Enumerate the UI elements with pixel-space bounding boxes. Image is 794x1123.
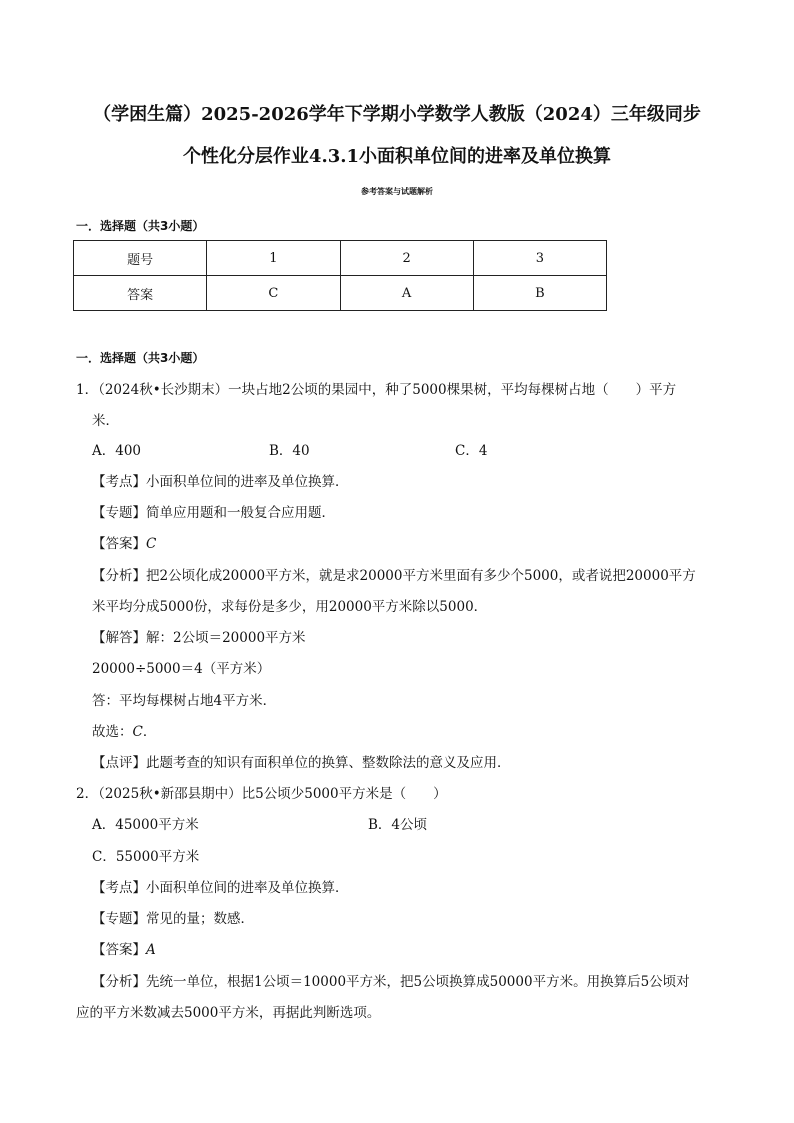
- q1-daan: [92, 535, 156, 553]
- fenxi-tag: 【分析】: [92, 974, 146, 990]
- zhuanti-text: 简单应用题和一般复合应用题．: [146, 505, 335, 521]
- q1-guxuan: [92, 723, 156, 741]
- guxuan-answer: C: [132, 724, 143, 740]
- q1-jieda-line1: [92, 629, 306, 647]
- document-title-line1: （学困生篇）2025-2026学年下学期小学数学人教版（2024）三年级同步: [93, 104, 701, 125]
- zhuanti-tag: 【专题】: [92, 911, 146, 927]
- q1-stem-line2: 米．: [92, 413, 119, 429]
- kaodian-text: 小面积单位间的进率及单位换算．: [146, 880, 349, 896]
- fenxi-tag: 【分析】: [92, 568, 146, 584]
- table-cell: 3: [473, 241, 606, 276]
- q1-fenxi-line2: 米平均分成5000份，求每份是多少，用20000平方米除以5000．: [92, 599, 488, 615]
- table-cell: 答案: [74, 276, 207, 311]
- q1-option-a: A．400: [92, 443, 142, 459]
- table-cell: C: [207, 276, 340, 311]
- q1-fenxi-line1: [92, 567, 696, 585]
- dianping-text: 此题考查的知识有面积单位的换算、整数除法的意义及应用．: [146, 755, 511, 771]
- q2-option-b: B．4公顷: [368, 817, 428, 833]
- daan-tag: 【答案】: [92, 536, 146, 552]
- q2-fenxi-line1: [92, 973, 690, 991]
- q2-zhuanti: [92, 910, 254, 928]
- answer-table: [73, 240, 607, 311]
- fenxi-text: 先统一单位，根据1公顷＝10000平方米，把5公顷换算成50000平方米。用换算后5公顷对: [146, 974, 690, 990]
- q1-dianping: [92, 754, 511, 772]
- kaodian-tag: 【考点】: [92, 880, 146, 896]
- q1-stem-line1: 1．（2024秋•长沙期末）一块占地2公顷的果园中，种了5000棵果树，平均每棵树占地（ ）平方: [76, 382, 677, 398]
- table-cell: 1: [207, 241, 340, 276]
- table-row: [74, 276, 607, 311]
- table-cell: 题号: [74, 241, 207, 276]
- q1-jieda-line3: 答：平均每棵树占地4平方米．: [92, 693, 277, 709]
- fenxi-text: 把2公顷化成20000平方米，就是求20000平方米里面有多少个5000，或者说把20000平方: [146, 568, 696, 584]
- table-row: [74, 241, 607, 276]
- section-heading-top: 一．选择题（共3小题）: [76, 219, 205, 233]
- jieda-text: 解：2公顷＝20000平方米: [146, 630, 306, 646]
- kaodian-text: 小面积单位间的进率及单位换算．: [146, 474, 349, 490]
- q2-fenxi-line2: 应的平方米数减去5000平方米，再据此判断选项。: [76, 1005, 381, 1021]
- q1-zhuanti: [92, 504, 335, 522]
- daan-text: A: [146, 942, 156, 958]
- daan-tag: 【答案】: [92, 942, 146, 958]
- document-title-line2: 个性化分层作业4.3.1小面积单位间的进率及单位换算: [182, 146, 612, 167]
- guxuan-text: 故选：: [92, 724, 133, 740]
- q2-stem-line1: 2．（2025秋•新邵县期中）比5公顷少5000平方米是（ ）: [76, 786, 447, 802]
- table-cell: 2: [340, 241, 473, 276]
- document-subtitle: 参考答案与试题解析: [361, 187, 433, 196]
- q1-option-b: B．40: [269, 443, 310, 459]
- zhuanti-tag: 【专题】: [92, 505, 146, 521]
- q1-option-c: C．4: [455, 443, 488, 459]
- jieda-tag: 【解答】: [92, 630, 146, 646]
- kaodian-tag: 【考点】: [92, 474, 146, 490]
- q2-option-a: A．45000平方米: [92, 817, 199, 833]
- zhuanti-text: 常见的量；数感．: [146, 911, 254, 927]
- dianping-tag: 【点评】: [92, 755, 146, 771]
- table-cell: A: [340, 276, 473, 311]
- daan-text: C: [146, 536, 157, 552]
- q2-kaodian: [92, 879, 349, 897]
- section-heading-detail: 一．选择题（共3小题）: [76, 351, 205, 365]
- guxuan-end: ．: [142, 724, 157, 740]
- table-cell: B: [473, 276, 606, 311]
- q2-daan: [92, 941, 156, 959]
- q2-option-c: C．55000平方米: [92, 849, 200, 865]
- q1-jieda-line2: 20000÷5000＝4（平方米）: [92, 661, 271, 677]
- q1-kaodian: [92, 473, 349, 491]
